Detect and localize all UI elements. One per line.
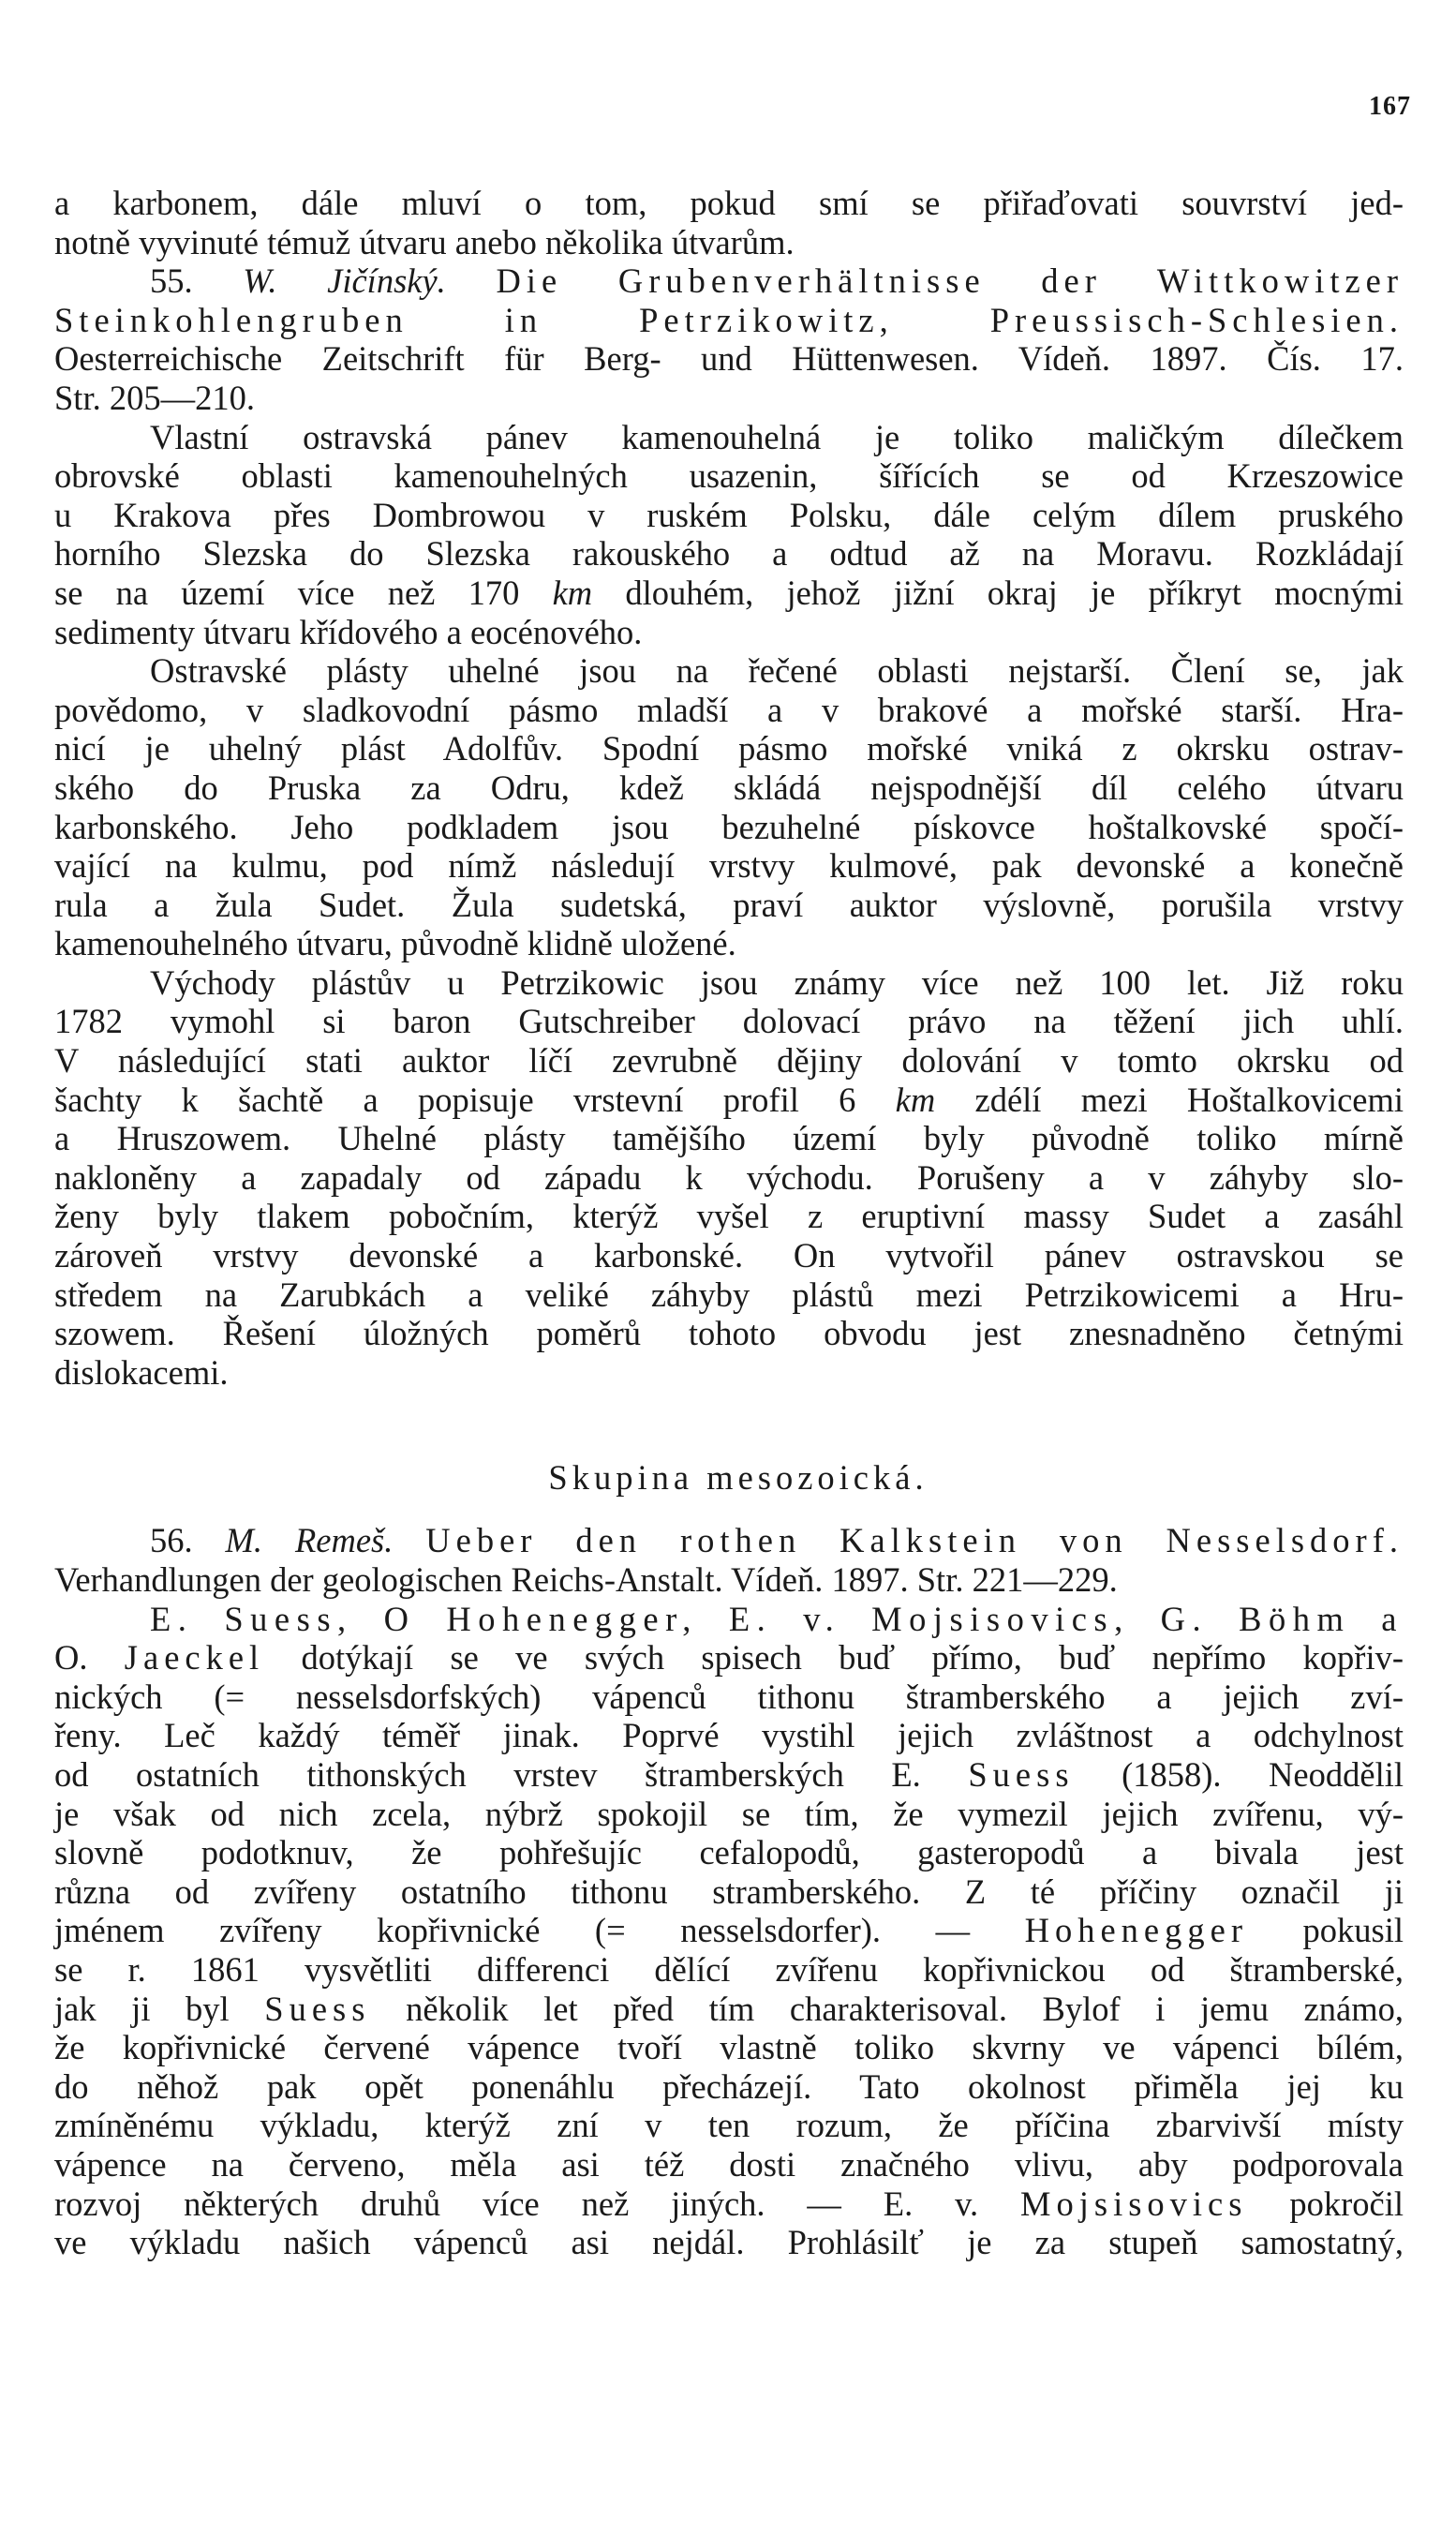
text-line: obrovské oblasti kamenouhelných usazenin, šířících se od Krzeszowice [54, 456, 1404, 496]
spaced-name: Mojsisovics [1020, 2184, 1248, 2223]
text-run: jménem zvířeny kopřivnické (= nesselsdorfer). — [54, 1911, 971, 1950]
text-line: a karbonem, dále mluví o tom, pokud smí se přiřaďovati souvrství jed- [54, 184, 1404, 222]
text-line: sedimenty útvaru křídového a eocénového. [54, 612, 643, 651]
section-heading: Skupina mesozoická. [548, 1458, 929, 1498]
entry-title: Die Grubenverhältnisse der Wittkowitzer [496, 261, 1404, 301]
entry-pages: Str. 205—210. [54, 378, 255, 417]
text-line: různa od zvířeny ostatního tithonu stramberského. Z té příčiny označil ji [54, 1871, 1404, 1911]
text-run: (1858). Neoddělil [1122, 1754, 1404, 1794]
text-run: jak ji byl [54, 1989, 230, 2028]
text-line: dislokacemi. [54, 1352, 229, 1392]
unit-km: km [552, 573, 593, 612]
text-line [54, 1638, 1404, 1678]
text-line: V následující stati auktor líčí zevrubně dějiny dolování v tomto okrsku od [54, 1041, 1404, 1081]
text-run: několik let před tím charakterisoval. Bylof i jemu známo, [406, 1989, 1404, 2028]
text-line: ve výkladu našich vápenců asi nejdál. Prohlásilť je za stupeň samostatný, [54, 2223, 1404, 2262]
unit-km: km [895, 1080, 936, 1119]
page-number: 167 [1369, 92, 1411, 121]
text-run: se na území více než 170 [54, 573, 520, 612]
text-line: kamenouhelného útvaru, původně klidně uložené. [54, 924, 736, 963]
text-line [54, 574, 1404, 613]
text-line: zmíněnému výkladu, kterýž zní v ten rozum, že příčina zbarvivší místy [54, 2106, 1404, 2145]
text-line: do něhož pak opět ponenáhlu přecházejí. Tato okolnost přiměla jej ku [54, 2066, 1404, 2106]
text-line: je však od nich zcela, nýbrž spokojil se tím, že vymezil jejich zvířenu, vý- [54, 1794, 1404, 1833]
text-line [54, 2185, 1404, 2224]
entry-number: 56. [150, 1521, 193, 1560]
text-line [54, 1911, 1404, 1950]
entry-title-continued: Steinkohlengruben in Petrzikowitz, Preussisch-Schlesien. [54, 300, 1404, 339]
text-run: O. [54, 1638, 88, 1678]
spaced-name: Suess [264, 1989, 371, 2028]
entry-source: Verhandlungen der geologischen Reichs-Anstalt. Vídeň. 1897. Str. 221—229. [54, 1560, 1118, 1599]
text-run: pokusil [1302, 1911, 1404, 1950]
text-line: rula a žula Sudet. Žula sudetská, praví auktor výslovně, porušila vrstvy [54, 885, 1404, 924]
spaced-name: Jaeckel [124, 1638, 265, 1678]
spaced-name: Hohenegger [1024, 1911, 1248, 1950]
text-line [54, 1990, 1404, 2029]
text-run: pokročil [1289, 2184, 1404, 2223]
text-line: nakloněny a zapadaly od západu k východu. Porušeny a v záhyby slo- [54, 1157, 1404, 1197]
spaced-name: Suess [968, 1754, 1075, 1794]
entry-author: W. Jičínský. [243, 261, 446, 301]
text-line: že kopřivnické červené vápence tvoří vlastně toliko skvrny ve vápenci bílém, [54, 2028, 1404, 2067]
text-line: ského do Pruska za Odru, kdež skládá nejspodnější díl celého útvaru [54, 768, 1404, 807]
text-line: szowem. Řešení úložných poměrů tohoto obvodu jest znesnadněno četnými [54, 1314, 1404, 1353]
text-line: horního Slezska do Slezska rakouského a odtud až na Moravu. Rozkládají [54, 534, 1404, 574]
text-run: od ostatních tithonských vrstev štramberských E. [54, 1754, 921, 1794]
text-line [54, 1755, 1404, 1795]
text-line: notně vyvinuté témuž útvaru anebo několika útvarům. [54, 222, 795, 261]
text-line: řeny. Leč každý téměř jinak. Poprvé vystihl jejich zvláštnost a odchylnost [54, 1716, 1404, 1755]
section-spacer [54, 1392, 1404, 1457]
text-line: povědomo, v sladkovodní pásmo mladší a v brakové a mořské starší. Hra- [54, 690, 1404, 729]
text-line: vápence na červeno, měla asi též dosti značného vlivu, aby podporovala [54, 2144, 1404, 2184]
text-run: dotýkají se ve svých spisech buď přímo, buď nepřímo kopřiv- [301, 1638, 1404, 1678]
text-line: nických (= nesselsdorfských) vápenců tithonu štramberského a jejich zví- [54, 1677, 1404, 1716]
text-line: Vlastní ostravská pánev kamenouhelná je toliko maličkým dílečkem [150, 417, 1404, 456]
text-run: rozvoj některých druhů více než jiných. — E. v. [54, 2184, 979, 2223]
bibliography-entry-55-line1 [54, 261, 1404, 301]
text-line: karbonského. Jeho podkladem jsou bezuhelné pískovce hoštalkovské spočí- [54, 807, 1404, 846]
text-line: ženy byly tlakem pobočním, kterýž vyšel z eruptivní massy Sudet a zasáhl [54, 1197, 1404, 1236]
text-line: u Krakova přes Dombrowou v ruském Polsku, dále celým dílem pruského [54, 495, 1404, 534]
text-column [54, 184, 1404, 2262]
text-line: slovně podotknuv, že pohřešujíc cefalopodů, gasteropodů a bivala jest [54, 1833, 1404, 1872]
text-line: středem na Zarubkách a veliké záhyby plástů mezi Petrzikowicemi a Hru- [54, 1275, 1404, 1314]
entry-source: Oesterreichische Zeitschrift für Berg- und Hüttenwesen. Vídeň. 1897. Čís. 17. [54, 339, 1404, 379]
text-run: šachty k šachtě a popisuje vrstevní profil 6 [54, 1080, 856, 1119]
text-line: a Hruszowem. Uhelné plásty tamějšího území byly původně toliko mírně [54, 1119, 1404, 1158]
text-line: Východy plástův u Petrzikowic jsou známy více než 100 let. Již roku [150, 962, 1404, 1002]
text-line [54, 1081, 1404, 1120]
text-line: nicí je uhelný plást Adolfův. Spodní pásmo mořské vniká z okrsku ostrav- [54, 729, 1404, 768]
entry-number: 55. [150, 261, 193, 301]
text-line: se r. 1861 vysvětliti differenci dělící zvířenu kopřivnickou od štramberské, [54, 1949, 1404, 1989]
text-line: 1782 vymohl si baron Gutschreiber dolovací právo na těžení jich uhlí. [54, 1002, 1404, 1041]
entry-author: M. Remeš. [225, 1521, 394, 1560]
text-line: zároveň vrstvy devonské a karbonské. On vytvořil pánev ostravskou se [54, 1236, 1404, 1275]
text-line: E. Suess, O Hohenegger, E. v. Mojsisovics, G. Böhm a [150, 1599, 1404, 1638]
text-run: zdélí mezi Hoštalkovicemi [974, 1080, 1404, 1119]
text-line: vající na kulmu, pod nímž následují vrstvy kulmové, pak devonské a konečně [54, 846, 1404, 886]
text-line: Ostravské plásty uhelné jsou na řečené oblasti nejstarší. Člení se, jak [150, 651, 1404, 691]
entry-title: Ueber den rothen Kalkstein von Nesselsdorf. [425, 1521, 1404, 1560]
bibliography-entry-56-line1 [54, 1521, 1404, 1560]
text-run: dlouhém, jehož jižní okraj je příkryt mocnými [625, 573, 1404, 612]
